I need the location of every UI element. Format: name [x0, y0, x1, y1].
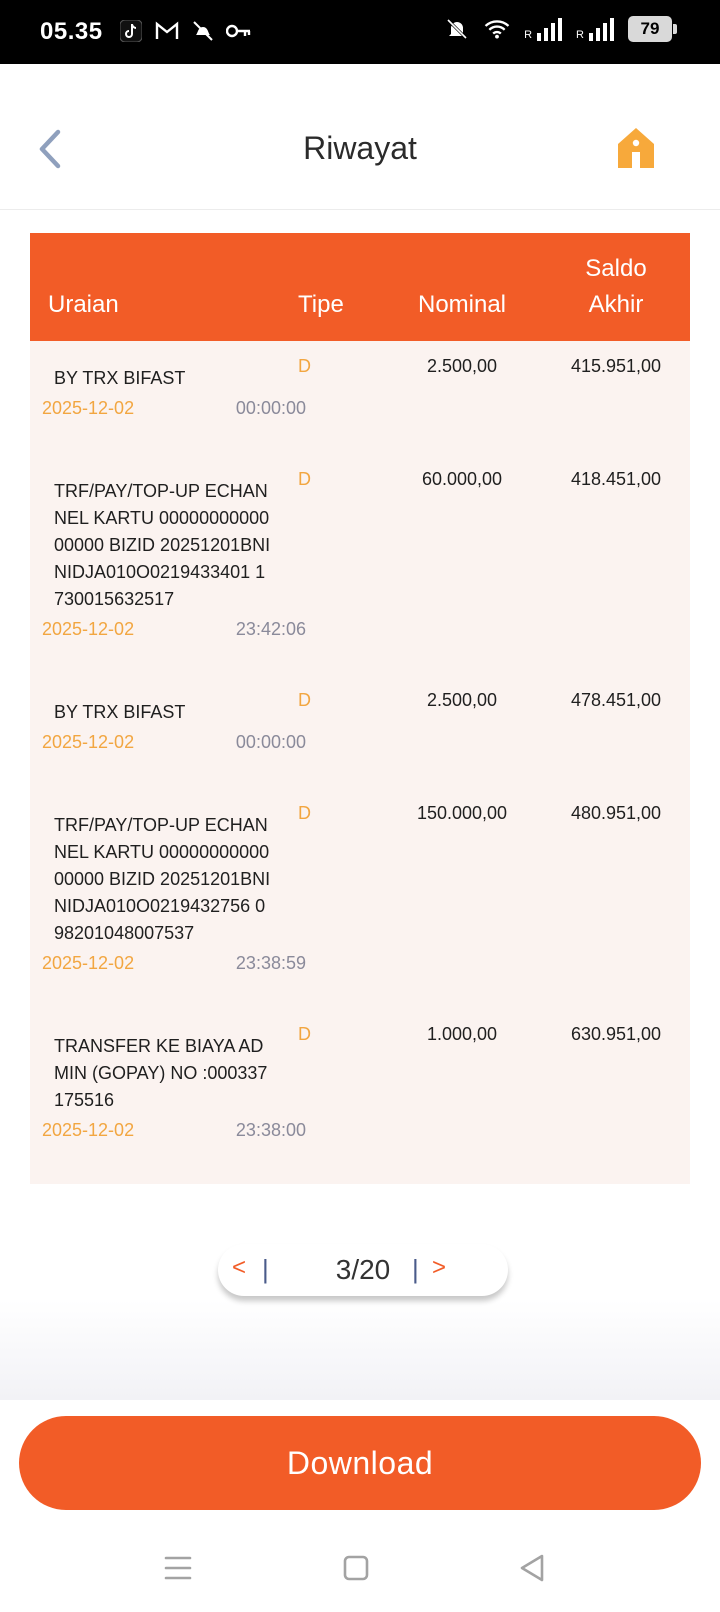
signal-2-icon: R [576, 17, 614, 41]
table-row[interactable] [30, 1009, 690, 1176]
row-time: 00:00:00 [235, 732, 306, 752]
col-tipe: Tipe [298, 291, 344, 318]
row-nominal: 2.500,00 [426, 356, 498, 376]
system-nav-bar [0, 1530, 720, 1612]
row-tipe: D [298, 356, 311, 376]
wifi-icon [484, 16, 510, 42]
row-saldo: 418.451,00 [570, 469, 662, 489]
app-header [0, 64, 720, 210]
next-page-button[interactable]: > [432, 1254, 447, 1281]
download-button[interactable]: Download [19, 1416, 701, 1510]
prev-page-button[interactable]: < [232, 1254, 247, 1281]
row-saldo: 415.951,00 [570, 356, 662, 376]
table-row[interactable] [30, 341, 690, 454]
row-date: 2025-12-02 [42, 619, 135, 639]
row-nominal: 2.500,00 [426, 690, 498, 710]
col-nominal: Nominal [417, 291, 507, 318]
row-tipe: D [298, 690, 311, 710]
row-saldo: 480.951,00 [570, 803, 662, 823]
row-description: TRF/PAY/TOP-UP ECHANNEL KARTU 0000000000000000 BIZID 20251201BNINIDJA010O0219432756 098201048007537 [54, 815, 271, 943]
status-time: 05.35 [40, 18, 103, 45]
row-saldo: 630.951,00 [570, 1024, 662, 1044]
table-header [30, 233, 690, 341]
notification-icons [118, 18, 252, 44]
row-tipe: D [298, 469, 311, 489]
table-row[interactable] [30, 454, 690, 675]
row-description: BY TRX BIFAST [54, 368, 186, 388]
row-time: 23:38:59 [235, 953, 306, 973]
transaction-table [30, 233, 690, 1184]
row-description: TRANSFER KE BIAYA ADMIN (GOPAY) NO :000337175516 [54, 1036, 268, 1110]
row-date: 2025-12-02 [42, 398, 135, 418]
row-date: 2025-12-02 [42, 953, 135, 973]
row-description: BY TRX BIFAST [54, 702, 186, 722]
silent-bell-icon [444, 16, 470, 42]
page-indicator: 3/20 [335, 1254, 391, 1285]
table-row[interactable] [30, 788, 690, 1009]
background-fade [0, 1300, 720, 1400]
row-nominal: 150.000,00 [416, 803, 508, 823]
key-icon [226, 18, 252, 44]
pagination-divider: | [412, 1254, 419, 1284]
row-nominal: 1.000,00 [426, 1024, 498, 1044]
row-tipe: D [298, 803, 311, 823]
home-icon [616, 126, 656, 170]
battery-icon: 79 [628, 16, 672, 42]
page-title: Riwayat [303, 130, 417, 166]
table-row[interactable] [30, 675, 690, 788]
tiktok-icon [118, 18, 144, 44]
row-tipe: D [298, 1024, 311, 1044]
table-body [30, 341, 690, 1184]
col-saldo: Saldo Akhir [585, 255, 647, 318]
system-status-icons [444, 16, 672, 42]
pagination-divider: | [262, 1254, 269, 1284]
muted-app-icon [190, 18, 216, 44]
status-bar [0, 0, 720, 64]
gmail-icon [154, 18, 180, 44]
col-uraian: Uraian [48, 291, 119, 318]
back-triangle-icon[interactable] [512, 1548, 552, 1588]
row-time: 00:00:00 [235, 398, 306, 418]
row-time: 23:38:00 [235, 1120, 306, 1140]
home-square-icon[interactable] [336, 1548, 376, 1588]
recents-menu-icon[interactable] [158, 1548, 198, 1588]
row-time: 23:42:06 [235, 619, 306, 639]
row-saldo: 478.451,00 [570, 690, 662, 710]
signal-1-icon: R [524, 17, 562, 41]
row-date: 2025-12-02 [42, 732, 135, 752]
home-button[interactable] [616, 126, 656, 170]
row-date: 2025-12-02 [42, 1120, 135, 1140]
row-description: TRF/PAY/TOP-UP ECHANNEL KARTU 0000000000000000 BIZID 20251201BNINIDJA010O0219433401 1730015632517 [54, 481, 271, 609]
row-nominal: 60.000,00 [421, 469, 503, 489]
pagination [218, 1244, 508, 1296]
